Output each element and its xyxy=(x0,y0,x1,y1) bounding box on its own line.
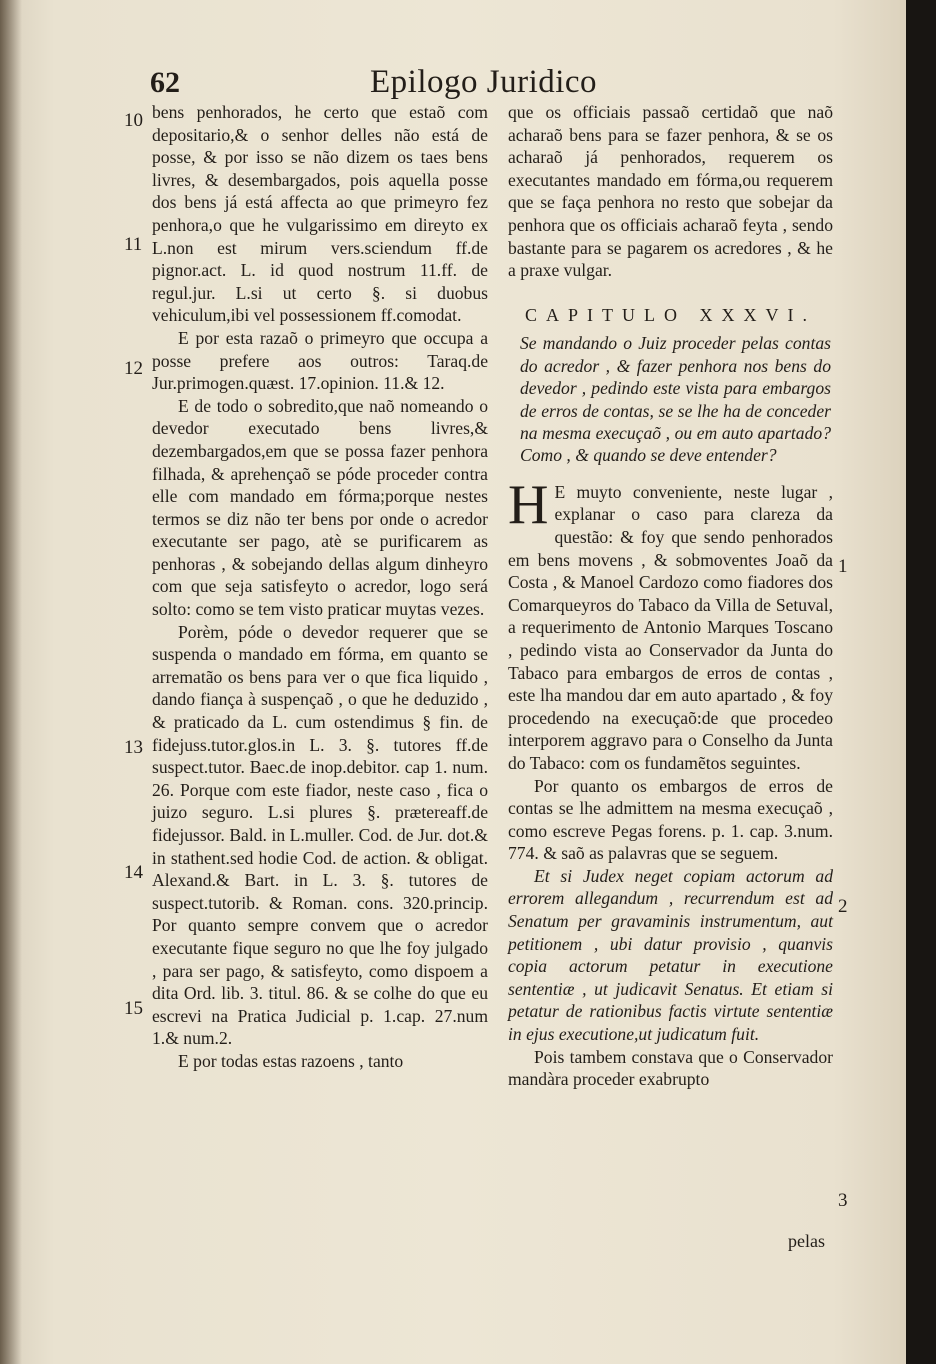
margin-number: 10 xyxy=(124,110,143,131)
catchword: pelas xyxy=(788,1231,825,1251)
page-number: 62 xyxy=(150,66,180,99)
scan-edge xyxy=(906,0,936,1364)
paragraph: Porèm, póde o devedor requerer que se suspenda o mandado em fórma, em quanto se arrematão os bens para ver o que fica liquido , dando fiança à suspençaõ , o que he deduzido , & praticado da L. cum ostendimus § fin. de fidejuss.tutor.glos.in L. 3. §. tutores ff.de suspect.tutor. Baec.de inop.debitor. cap 1. num. 26. Porque com este fiador, neste caso , fica o juizo seguro. L.si plures §. prætereaff.de fidejussor. Bald. in L.muller. Cod. de Jur. dot.& in stathent.sed hodie Cod. de action. & obligat. Alexand.& Bart. in L. 3. §. tutores de suspect.tutorib. & Roman. cons. 320.princip. Por quanto sempre convem que o acredor executante fique seguro no que lhe foy julgado , para ser pago, & satisfeyto, como dispoem a dita Ord. lib. 3. titul. 86. & se colhe do que eu escrevi na Pratica Judicial p. 1.cap. 27.num 1.& num.2. xyxy=(152,621,488,1049)
margin-number: 2 xyxy=(838,896,848,917)
right-column xyxy=(508,101,833,1091)
drop-cap: H xyxy=(508,473,549,536)
left-column xyxy=(152,101,488,1073)
margin-number: 13 xyxy=(124,737,143,758)
running-title: Epilogo Juridico xyxy=(370,64,598,100)
paragraph: que os officiais passaõ certidaõ que naõ acharaõ bens para se fazer penhora, & se os acharaõ já penhorados, requerem os executantes mandado em fórma,ou requerem que se faça penhora no resto que sobejar da penhora que os officiais acharaõ feyta , sendo bastante para se pagarem os acredores , & he a praxe vulgar. xyxy=(508,102,833,281)
margin-number: 1 xyxy=(838,556,848,577)
margin-number: 12 xyxy=(124,358,143,379)
paragraph: Por quanto os embargos de erros de contas se lhe admittem na mesma execuçaõ , como escreve Pegas forens. p. 1. cap. 3.num. 774. & saõ as palavras que se seguem. xyxy=(508,775,833,864)
latin-quotation: Et si Judex neget copiam actorum ad errorem allegandum , recurrendum est ad Senatum per gravaminis instrumentum, aut petitionem , ubi datur provisio , quanvis copia actorum petatur in executione sententiæ , ut judicavit Senatus. Et etiam si petatur de rationibus factis virtute sententiæ in ejus executione,ut judicatum fuit. xyxy=(508,865,833,1045)
margin-number: 15 xyxy=(124,998,143,1019)
paragraph xyxy=(508,473,833,775)
paragraph: Pois tambem constava que o Conservador mandàra proceder exabrupto xyxy=(508,1046,833,1090)
paragraph: E por esta razaõ o primeyro que occupa a posse prefere aos outros: Taraq.de Jur.primogen.quæst. 17.opinion. 11.& 12. xyxy=(152,327,488,394)
margin-number: 3 xyxy=(838,1190,848,1211)
paragraph: bens penhorados, he certo que estaõ com depositario,& o senhor delles não está de posse, & por isso se não dizem os taes bens livres, & desembargados, pois aquella posse dos bens já está affecta ao que primeyro fez penhora,o que he vulgarissimo em direyto ex L.non est mirum vers.sciendum ff.de pignor.act. L. id quod nostrum 11.ff. de regul.jur. L.si ut certo §. si duobus vehiculum,ibi vel possessionem ff.comodat. xyxy=(152,102,488,326)
gutter-shadow xyxy=(0,0,22,1364)
chapter-heading: CAPITULO XXXVI. xyxy=(525,304,816,325)
margin-number: 14 xyxy=(124,862,143,883)
paragraph-text: E muyto conveniente, neste lugar , explanar o caso para clareza da questão: & foy que sendo penhorados em bens movens , & sobmoventes Joaõ da Costa , & Manoel Cardozo como fiadores dos Comarqueyros do Tabaco da Villa de Setuval, a requerimento de Antonio Marques Toscano , pedindo vista ao Conservador da Junta do Tabaco para embargos de erros de contas , este lha mandou dar em auto apartado , & foy procedendo na execuçaõ:de que procedeo interporem aggravo para o Conselho da Junta do Tabaco: com os fundamẽtos seguintes. xyxy=(508,481,833,773)
paragraph: E de todo o sobredito,que naõ nomeando o devedor executado bens livres,& dezembargados,em que se possa fazer penhora filhada, & aprehençaõ se póde proceder contra elle com mandado em fórma;porque nestes termos se diz não ter bens por onde o acredor executante ser pago, atè se purificarem as penhoras , & sobejando dellas algum dinheyro com que seja satisfeyto o acredor, logo será solto: como se tem visto praticar muytas vezes. xyxy=(152,395,488,620)
margin-number: 11 xyxy=(124,234,143,255)
chapter-summary: Se mandando o Juiz proceder pelas contas do acredor , & fazer penhora nos bens do devedor , pedindo este vista para embargos de erros de contas, se se lhe ha de conceder na mesma execuçaõ , ou em auto apartado? Como , & quando se deve entender? xyxy=(520,333,831,466)
paragraph: E por todas estas razoens , tanto xyxy=(178,1050,404,1071)
